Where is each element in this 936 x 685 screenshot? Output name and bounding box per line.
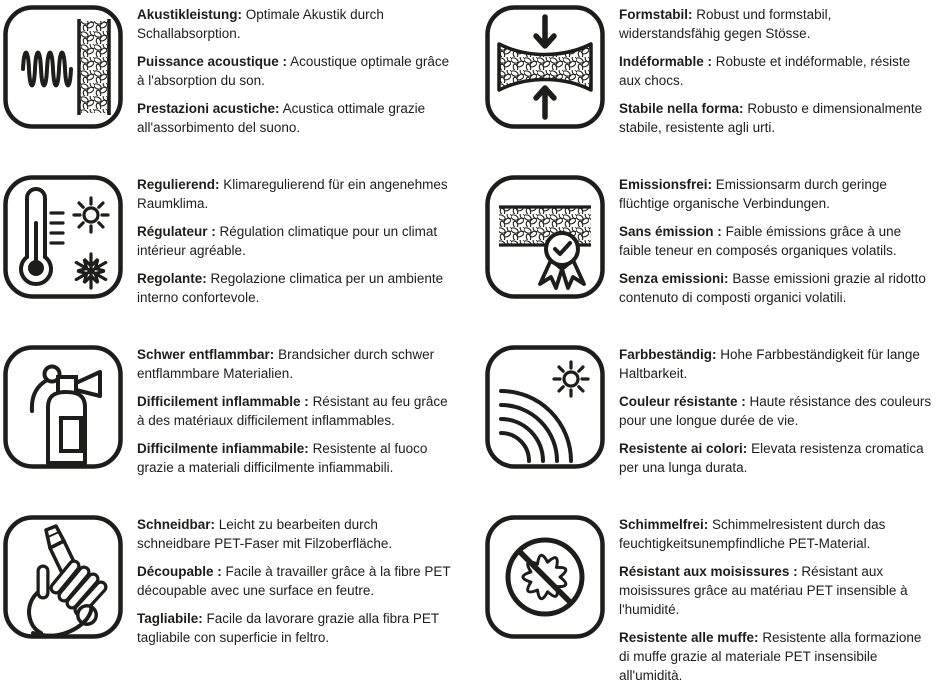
feature-label: Régulateur :: [137, 224, 216, 239]
feature-description: Résistant au feu grâce à des matériaux difficilement inflammables.: [137, 394, 448, 428]
feature-description: Emissionsarm durch geringe flüchtige organische Verbindungen.: [619, 177, 887, 211]
feature-text-it: [619, 439, 933, 477]
feature-text-it: [619, 99, 933, 137]
feature-label: Tagliabile:: [137, 611, 203, 626]
feature-text-it: [619, 269, 933, 307]
felt-certificate-badge-icon: [485, 175, 605, 299]
feature-description: Résistant aux moisissures grâce au matériau PET insensible à l'humidité.: [619, 564, 908, 617]
feature-card-emission-free: [468, 170, 936, 340]
feature-card-mold-free: [468, 510, 936, 683]
feature-text-fr: [619, 52, 933, 90]
feature-texts: [619, 515, 933, 685]
feature-card-shape-stability: [468, 0, 936, 170]
feature-description: Optimale Akustik durch Schallabsorption.: [137, 7, 384, 41]
feature-text-de: [619, 175, 933, 213]
feature-description: Resistente al fuoco grazie a materiali difficilmente infiammabili.: [137, 441, 428, 475]
feature-card-flame-retardant: [0, 340, 468, 510]
feature-text-de: [619, 5, 933, 43]
feature-description: Elevata resistenza cromatica per una lunga durata.: [619, 441, 924, 475]
feature-text-it: [137, 609, 451, 647]
feature-text-de: [619, 515, 933, 553]
feature-label: Formstabil:: [619, 7, 693, 22]
feature-text-fr: [137, 222, 451, 260]
feature-text-de: [619, 345, 933, 383]
feature-text-de: [137, 515, 451, 553]
feature-texts: [137, 5, 451, 137]
feature-card-acoustic: [0, 0, 468, 170]
feature-label: Résistant aux moisissures :: [619, 564, 798, 579]
feature-card-cuttable: [0, 510, 468, 680]
feature-description: Robusto e dimensionalmente stabile, resistente agli urti.: [619, 101, 923, 135]
compression-arrows-icon: [485, 5, 605, 129]
sound-absorption-icon: [3, 5, 123, 129]
feature-text-it: [137, 269, 451, 307]
feature-description: Regolazione climatica per un ambiente interno confortevole.: [137, 271, 444, 305]
fire-extinguisher-icon: [3, 345, 123, 469]
feature-description: Basse emissioni grazie al ridotto contenuto di composti organici volatili.: [619, 271, 926, 305]
feature-label: Difficilement inflammable :: [137, 394, 309, 409]
feature-description: Facile à travailler grâce à la fibre PET découpable avec une surface en feutre.: [137, 564, 451, 598]
feature-label: Schimmelfrei:: [619, 517, 709, 532]
feature-description: Acoustique optimale grâce à l'absorption du son.: [137, 54, 450, 88]
feature-label: Découpable :: [137, 564, 222, 579]
no-mold-spore-icon: [485, 515, 605, 639]
feature-label: Indéformable :: [619, 54, 713, 69]
feature-label: Schwer entflammbar:: [137, 347, 275, 362]
feature-description: Leicht zu bearbeiten durch schneidbare PET-Faser mit Filzoberfläche.: [137, 517, 393, 551]
feature-label: Regulierend:: [137, 177, 220, 192]
feature-text-fr: [137, 562, 451, 600]
feature-label: Farbbeständig:: [619, 347, 717, 362]
feature-text-de: [137, 175, 451, 213]
feature-text-fr: [619, 222, 933, 260]
feature-texts: [619, 345, 933, 477]
feature-text-fr: [619, 562, 933, 619]
rainbow-sun-icon: [485, 345, 605, 469]
feature-description: Robust und formstabil, widerstandsfähig gegen Stösse.: [619, 7, 832, 41]
feature-text-fr: [619, 392, 933, 430]
feature-description: Acustica ottimale grazie all'assorbimento del suono.: [137, 101, 426, 135]
feature-description: Robuste et indéformable, résiste aux chocs.: [619, 54, 911, 88]
feature-label: Schneidbar:: [137, 517, 216, 532]
feature-texts: [137, 345, 451, 477]
feature-text-fr: [137, 392, 451, 430]
feature-label: Resistente ai colori:: [619, 441, 748, 456]
feature-texts: [619, 5, 933, 137]
feature-description: Klimaregulierend für ein angenehmes Raumklima.: [137, 177, 448, 211]
feature-text-de: [137, 5, 451, 43]
feature-label: Senza emissioni:: [619, 271, 729, 286]
feature-label: Difficilmente infiammabile:: [137, 441, 309, 456]
feature-text-de: [137, 345, 451, 383]
feature-text-it: [619, 628, 933, 685]
feature-text-it: [137, 439, 451, 477]
feature-description: Facile da lavorare grazie alla fibra PET tagliabile con superficie in feltro.: [137, 611, 439, 645]
feature-description: Faible émissions grâce à une faible teneur en composés organiques volatils.: [619, 224, 902, 258]
feature-description: Schimmelresistent durch das feuchtigkeitsunempfindliche PET-Material.: [619, 517, 886, 551]
feature-label: Regolante:: [137, 271, 207, 286]
feature-card-climate: [0, 170, 468, 340]
feature-label: Couleur résistante :: [619, 394, 746, 409]
feature-label: Emissionsfrei:: [619, 177, 713, 192]
feature-label: Stabile nella forma:: [619, 101, 744, 116]
feature-label: Sans émission :: [619, 224, 722, 239]
feature-description: Resistente alla formazione di muffe grazie al materiale PET insensibile all'umidità.: [619, 630, 922, 683]
feature-label: Akustikleistung:: [137, 7, 243, 22]
feature-label: Prestazioni acustiche:: [137, 101, 280, 116]
feature-card-colorfast: [468, 340, 936, 510]
feature-texts: [137, 515, 451, 647]
feature-description: Brandsicher durch schwer entflammbare Materialien.: [137, 347, 435, 381]
feature-description: Hohe Farbbeständigkeit für lange Haltbarkeit.: [619, 347, 920, 381]
feature-description: Haute résistance des couleurs pour une longue durée de vie.: [619, 394, 932, 428]
feature-text-it: [137, 99, 451, 137]
feature-description: Régulation climatique pour un climat intérieur agréable.: [137, 224, 438, 258]
feature-texts: [137, 175, 451, 307]
feature-texts: [619, 175, 933, 307]
thermometer-sun-snowflake-icon: [3, 175, 123, 299]
hand-with-cutter-icon: [3, 515, 123, 639]
feature-label: Puissance acoustique :: [137, 54, 288, 69]
feature-label: Resistente alle muffe:: [619, 630, 759, 645]
feature-text-fr: [137, 52, 451, 90]
